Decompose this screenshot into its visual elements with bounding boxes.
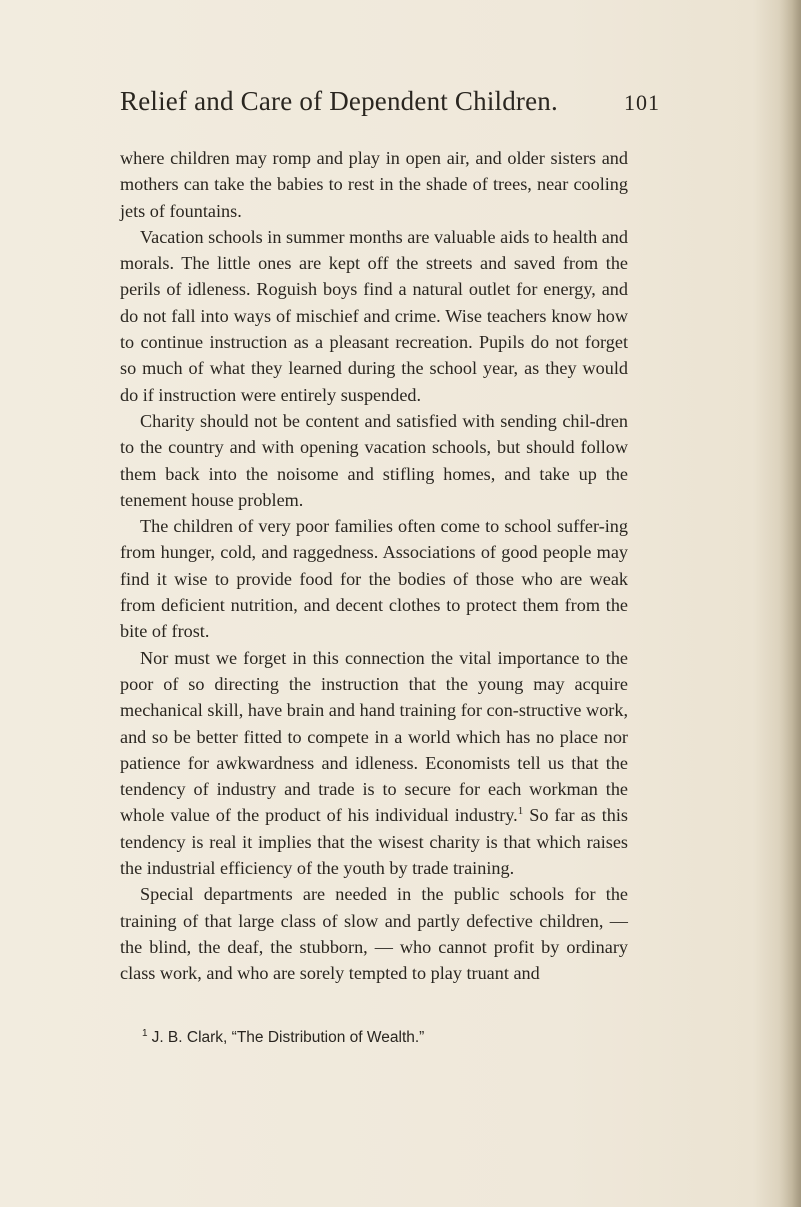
body-text bbox=[120, 145, 628, 987]
paragraph: The children of very poor families often come to school suffer-ing from hunger, cold, and raggedness. Associations of good people may find it wise to provide food for the bodies of those who are weak from deficient nutrition, and decent clothes to protect them from the bite of frost. bbox=[120, 516, 628, 642]
page-number: 101 bbox=[624, 90, 660, 115]
footnote-text: J. B. Clark, “The Distribution of Wealth.” bbox=[151, 1029, 425, 1046]
running-header bbox=[120, 86, 660, 126]
paragraph-text: Nor must we forget in this connection the vital importance to the poor of so directing the instruction that the young may acquire mechanical skill, have brain and hand training for con-structive work, and so be better fitted to compete in a world which has no place nor patience for awkwardness and idleness. Economists tell us that the tendency of industry and trade is to secure for each workman the whole value of the product of his individual industry. bbox=[120, 647, 628, 826]
footnote bbox=[142, 1028, 562, 1048]
page-edge-shadow bbox=[779, 0, 801, 1207]
paragraph bbox=[120, 645, 628, 882]
paragraph: where children may romp and play in open air, and older sisters and mothers can take the babies to rest in the shade of trees, near cooling jets of fountains. bbox=[120, 148, 628, 221]
footnote-reference: 1 bbox=[517, 805, 524, 818]
running-title: Relief and Care of Dependent Children. bbox=[120, 86, 558, 116]
paragraph: Special departments are needed in the public schools for the training of that large class of slow and partly defective children, — the blind, the deaf, the stubborn, — who cannot profit by ordinary class work, and who are sorely tempted to play truant and bbox=[120, 884, 628, 984]
paragraph-text: So far as this tendency is real it implies that the wisest charity is that which raises the industrial efficiency of the youth by trade training. bbox=[120, 805, 628, 879]
paragraph: Charity should not be content and satisfied with sending chil-dren to the country and with opening vacation schools, but should follow them back into the noisome and stifling homes, and take up the tenement house problem. bbox=[120, 410, 628, 510]
footnote-mark: 1 bbox=[142, 1027, 148, 1039]
paragraph: Vacation schools in summer months are valuable aids to health and morals. The little ones are kept off the streets and saved from the perils of idleness. Roguish boys find a natural outlet for energy, and do not fall into ways of mischief and crime. Wise teachers know how to continue instruction as a pleasant recreation. Pupils do not forget so much of what they learned during the school year, as they would do if instruction were entirely suspended. bbox=[120, 226, 628, 405]
